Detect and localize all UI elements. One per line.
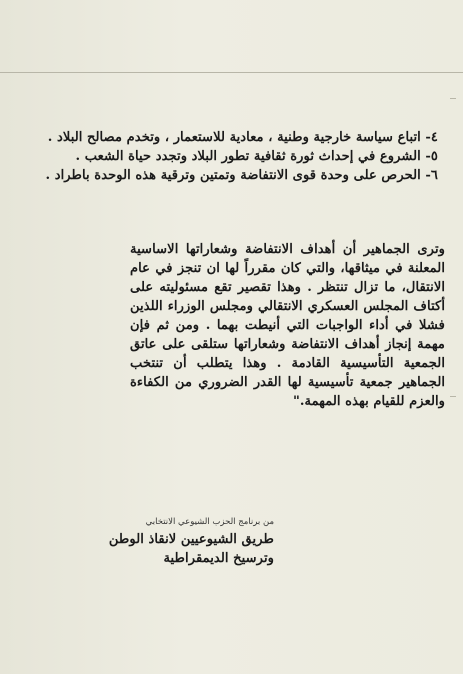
margin-mark [450, 98, 456, 99]
margin-mark [450, 396, 456, 397]
program-point-4: ٤- اتباع سياسة خارجية وطنية ، معادية للاستعمار ، وتخدم مصالح البلاد . [47, 130, 438, 145]
closing-paragraph: وترى الجماهير أن أهداف الانتفاضة وشعاراتها الاساسية المعلنة في ميثاقها، والتي كان مقرراً لها ان تنجز في عام الانتقال، ما تزال تنتظر . وهذا تقصير تقع مسئوليته على أكتاف المجلس العسكري الانتقالي ومجلس الوزراء اللذين فشلا في أداء الواجبات التي أنيطت بهما . ومن ثم فإن مهمة إنجاز أهداف الانتفاضة وشعاراتها ستلقى على عاتق الجمعية التأسيسية القادمة . وهذا يتطلب أن تنتخب الجماهير جمعية تأسيسية لها القدر الضروري من الكفاءة والعزم للقيام بهذه المهمة." [130, 242, 445, 409]
header-rule [0, 72, 463, 73]
source-attribution [90, 516, 274, 568]
program-point-5: ٥- الشروع في إحداث ثورة ثقافية تطور البلاد وتجدد حياة الشعب . [75, 149, 438, 164]
program-point-6: ٦- الحرص على وحدة قوى الانتفاضة وتمتين وترقية هذه الوحدة باطراد . [45, 168, 438, 183]
source-title-line-2: وترسيخ الديمقراطية [163, 551, 274, 566]
source-title-line-1: طريق الشيوعيين لانقاذ الوطن [108, 532, 274, 547]
program-points [20, 128, 438, 185]
closing-paragraph-block [130, 240, 445, 411]
source-label: من برنامج الحزب الشيوعي الانتخابي [145, 517, 274, 527]
